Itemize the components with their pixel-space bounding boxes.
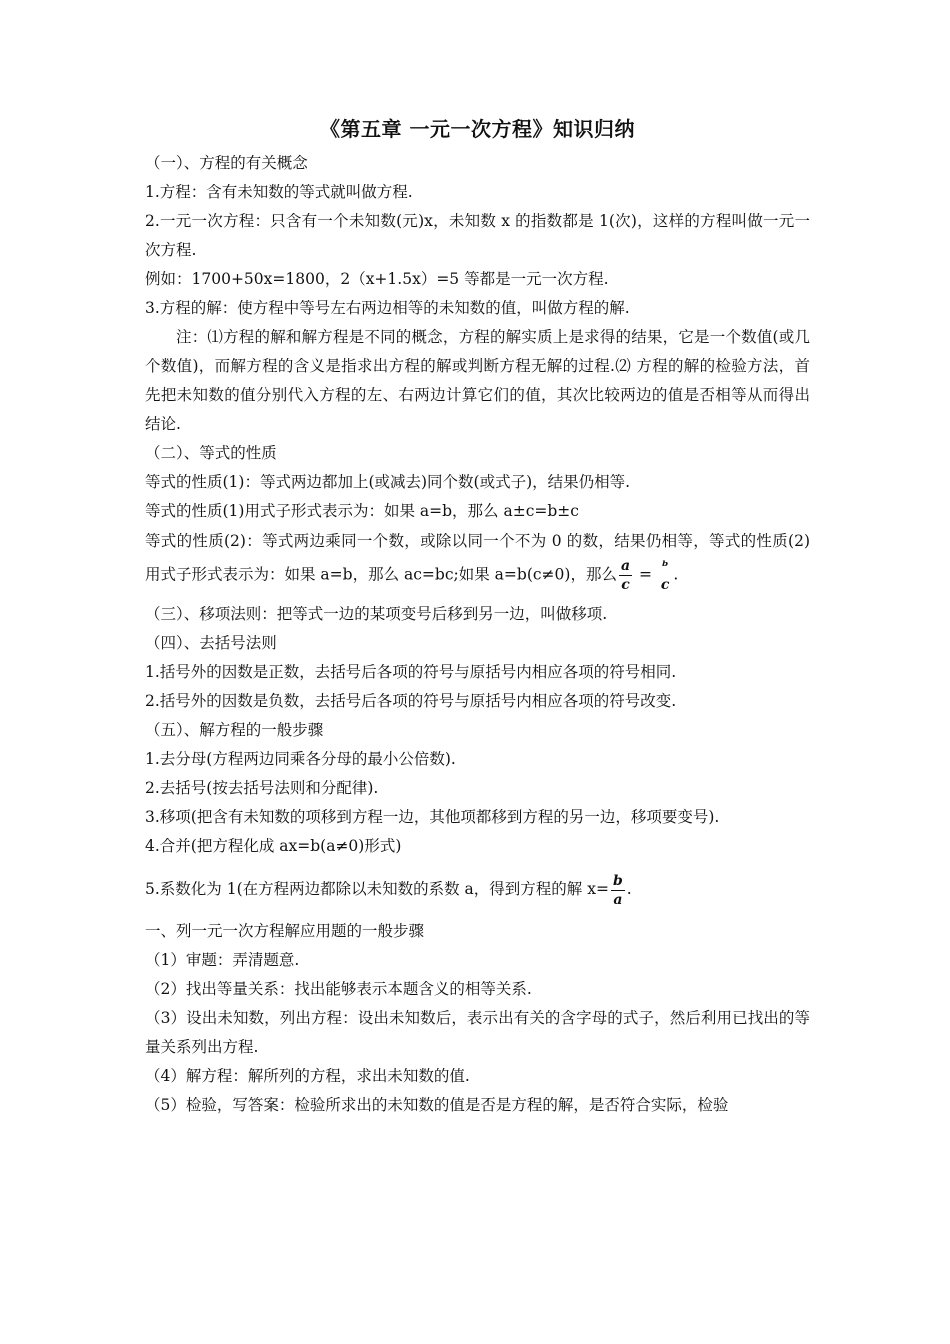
section-heading: （四）、去括号法则: [145, 634, 277, 652]
paragraph: （4）解方程：解所列的方程，求出未知数的值.: [145, 1067, 470, 1085]
fraction-b-over-c: [659, 558, 672, 594]
paragraph: （3）设出未知数，列出方程：设出未知数后，表示出有关的含字母的式子，然后利用已找出的等量关系列出方程.: [145, 1009, 810, 1056]
fraction-a-over-c: [619, 557, 632, 594]
fraction-denominator: c: [660, 576, 670, 593]
section-heading: 一、列一元一次方程解应用题的一般步骤: [145, 922, 425, 940]
section-heading: （二）、等式的性质: [145, 444, 277, 462]
fraction-denominator: c: [619, 575, 632, 594]
formula-paragraph: [145, 869, 810, 909]
paragraph-text: 等式的性质(2)：等式两边乘同一个数，或除以同一个不为 0 的数，结果仍相等，等式的性质(2)用式子形式表示为：如果 a=b，那么 ac=bc;如果 a=b(c≠0)，那么: [145, 532, 810, 584]
fraction-numerator: a: [620, 558, 631, 574]
equals-sign: =: [634, 565, 657, 584]
paragraph: 3.方程的解：使方程中等号左右两边相等的未知数的值，叫做方程的解.: [145, 299, 630, 317]
period: .: [626, 880, 632, 898]
paragraph: 2.一元一次方程：只含有一个未知数(元)x，未知数 x 的指数都是 1(次)，这样的方程叫做一元一次方程.: [145, 212, 810, 259]
section-heading: （三）、移项法则：把等式一边的某项变号后移到另一边，叫做移项.: [145, 605, 608, 623]
paragraph: 2.去括号(按去括号法则和分配律).: [145, 779, 379, 797]
note-paragraph: 注：⑴方程的解和解方程是不同的概念，方程的解实质上是求得的结果，它是一个数值(或几个数值)，而解方程的含义是指求出方程的解或判断方程无解的过程.⑵ 方程的解的检验方法，首先把未知数的值分别代入方程的左、右两边计算它们的值，其次比较两边的值是否相等从而得出结论.: [145, 328, 810, 433]
paragraph: 1.方程：含有未知数的等式就叫做方程.: [145, 183, 413, 201]
paragraph: 3.移项(把含有未知数的项移到方程一边，其他项都移到方程的另一边，移项要变号).: [145, 808, 720, 826]
paragraph: 等式的性质(1)用式子形式表示为：如果 a=b，那么 a±c=b±c: [145, 502, 579, 520]
page-title: 《第五章 一元一次方程》知识归纳: [320, 117, 635, 141]
paragraph: （2）找出等量关系：找出能够表示本题含义的相等关系.: [145, 980, 532, 998]
section-heading: （五）、解方程的一般步骤: [145, 721, 324, 739]
paragraph: 2.括号外的因数是负数，去括号后各项的符号与原括号内相应各项的符号改变.: [145, 692, 677, 710]
paragraph: 例如：1700+50x=1800，2（x+1.5x）=5 等都是一元一次方程.: [145, 270, 609, 288]
fraction-b-over-a: [611, 872, 625, 909]
paragraph: （5）检验，写答案：检验所求出的未知数的值是否是方程的解，是否符合实际，检验: [145, 1096, 729, 1114]
fraction-numerator: b: [612, 872, 623, 889]
paragraph: 4.合并(把方程化成 ax=b(a≠0)形式): [145, 837, 402, 855]
paragraph: 1.括号外的因数是正数，去括号后各项的符号与原括号内相应各项的符号相同.: [145, 663, 677, 681]
document-body: [145, 113, 810, 1120]
fraction-numerator: ᵇ: [661, 558, 669, 575]
paragraph: （1）审题：弄清题意.: [145, 951, 300, 969]
paragraph: 等式的性质(1)：等式两边都加上(或减去)同个数(或式子)，结果仍相等.: [145, 473, 631, 491]
section-heading: （一）、方程的有关概念: [145, 154, 308, 172]
fraction-denominator: a: [611, 890, 625, 909]
formula-paragraph: [145, 526, 810, 594]
paragraph-text: 5.系数化为 1(在方程两边都除以未知数的系数 a，得到方程的解 x=: [145, 880, 609, 898]
paragraph: 1.去分母(方程两边同乘各分母的最小公倍数).: [145, 750, 456, 768]
period: .: [673, 565, 679, 584]
